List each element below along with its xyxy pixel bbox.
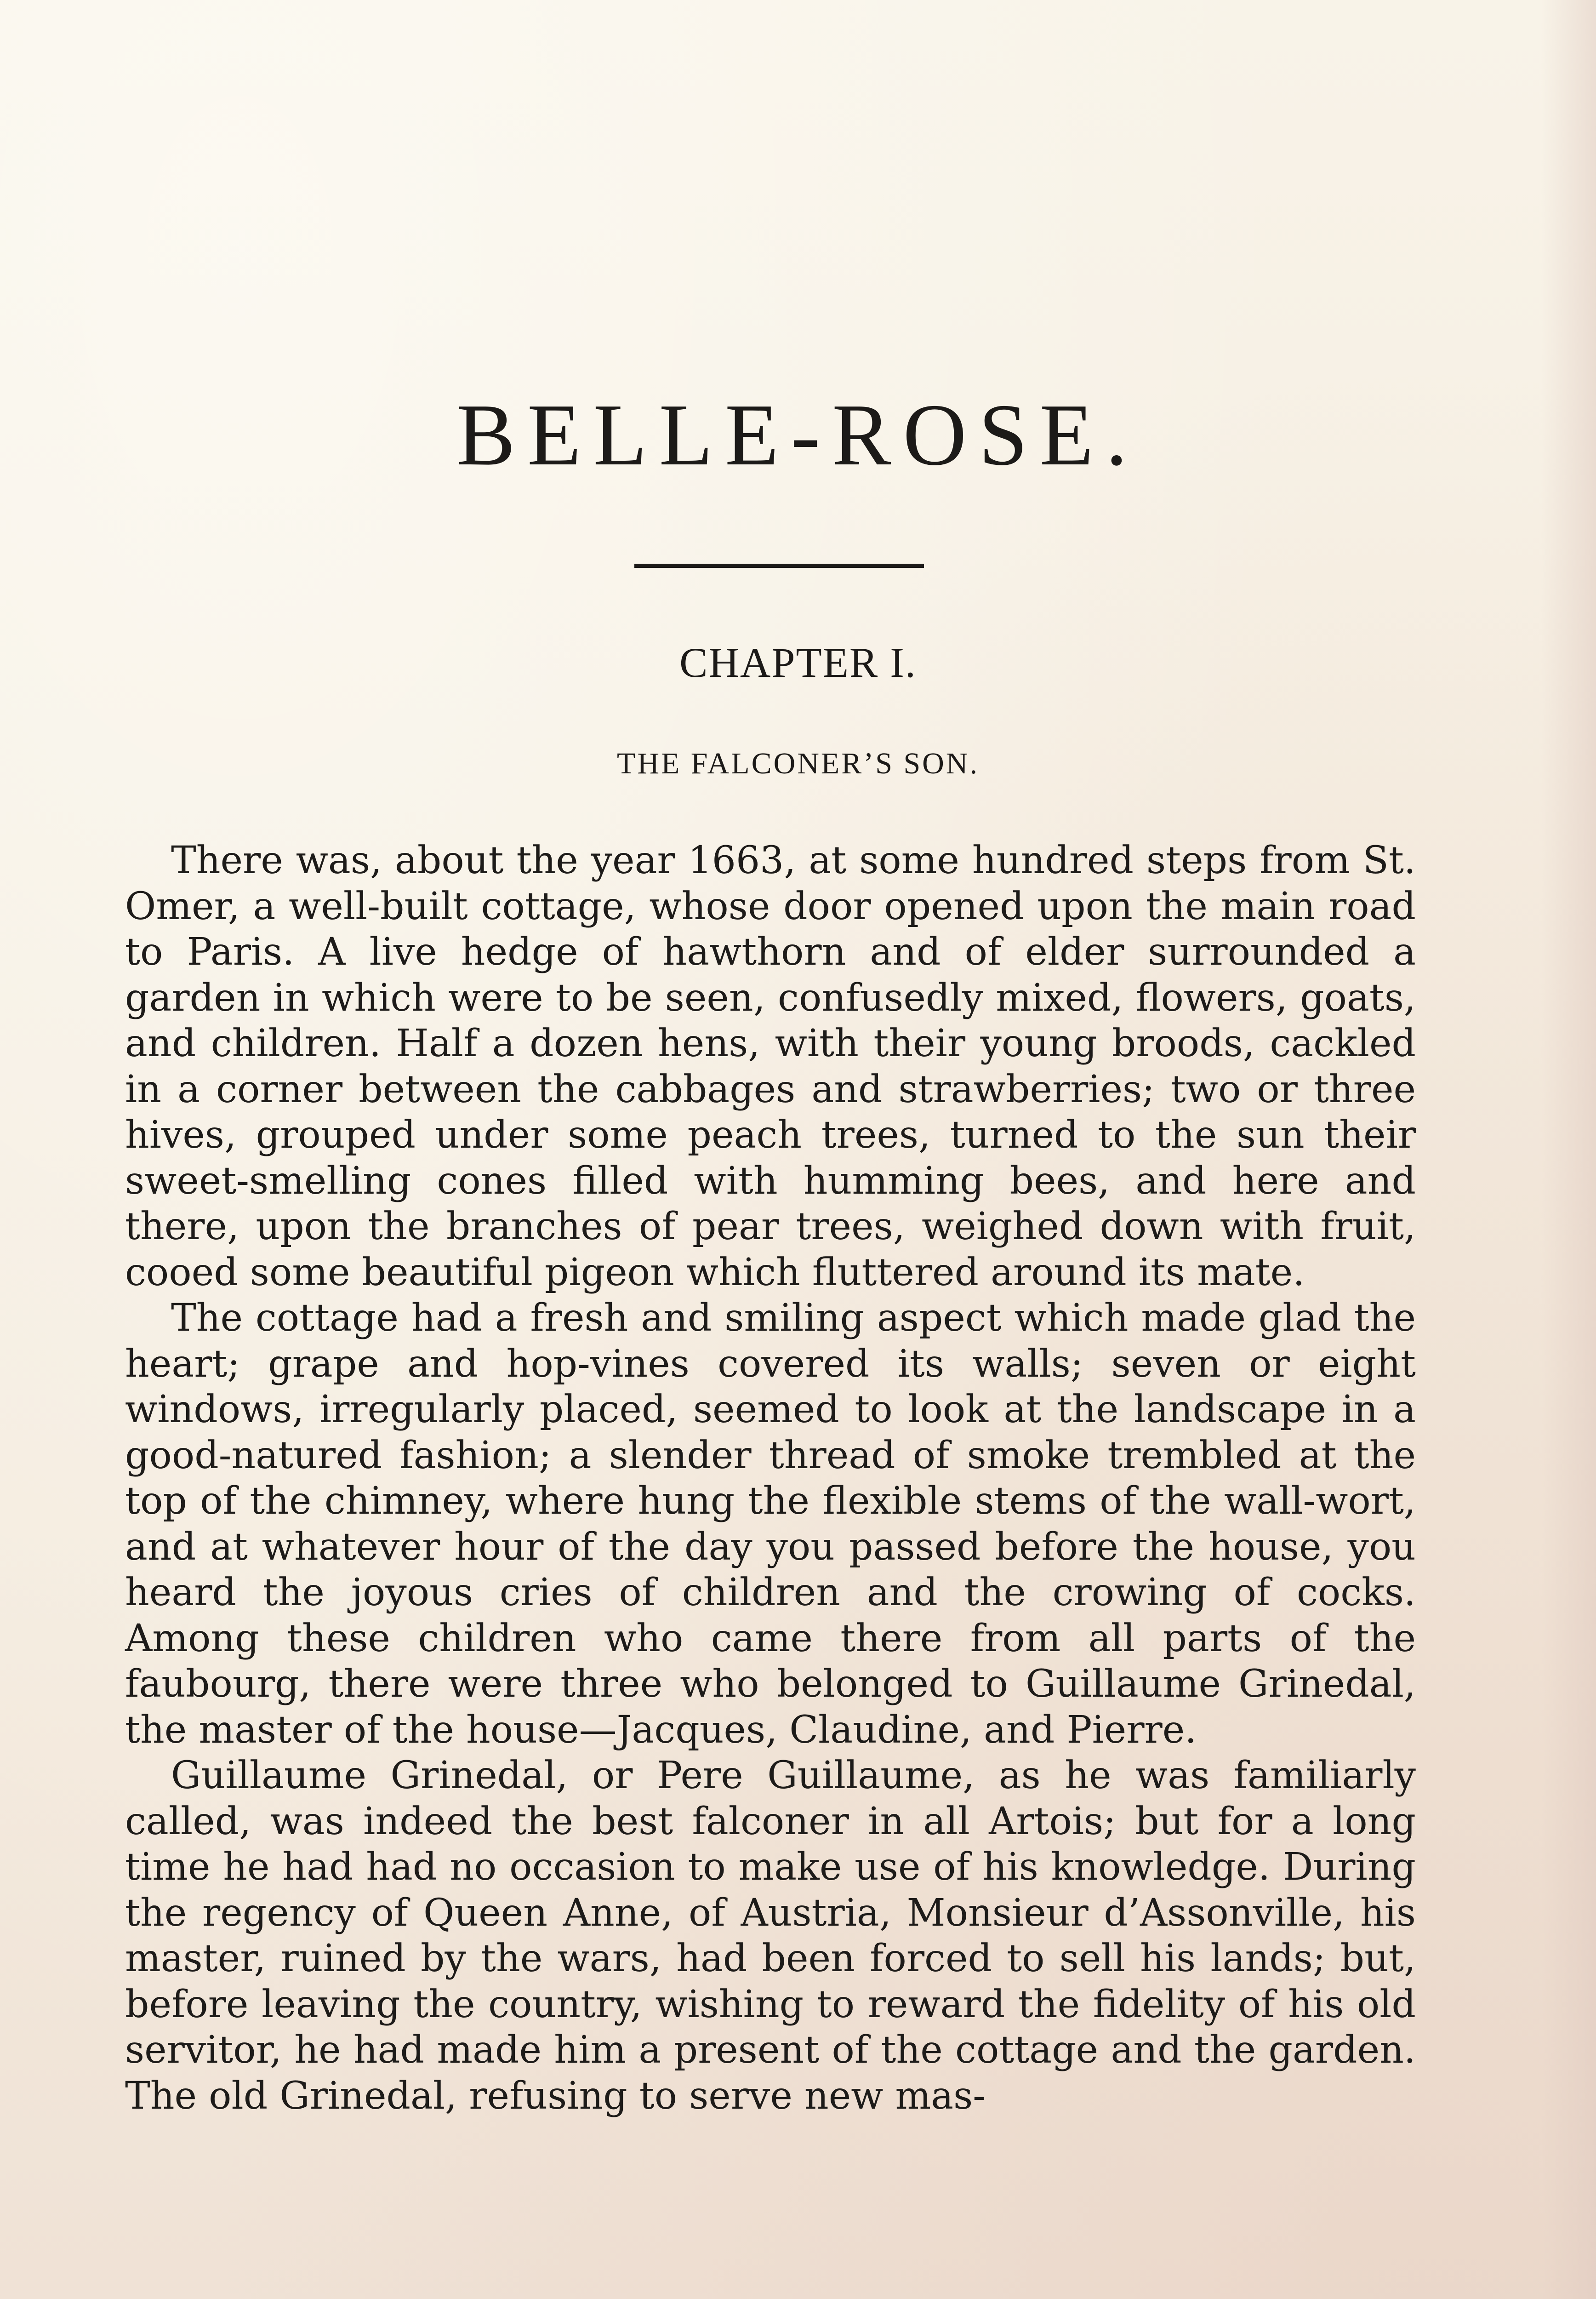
chapter-subtitle: THE FALCONER’S SON.: [617, 747, 979, 780]
paragraph-1: There was, about the year 1663, at some hundred steps from St. Omer, a well-built cottage, whose door opened upon the main road to Paris. A live hedge of hawthorn and of elder surrounded a garden in which were to be seen, confusedly mixed, flowers, goats, and children. Half a dozen hens, with their young broods, cackled in a corner between the cabbages and strawberries; two or three hives, grouped under some peach trees, turned to the sun their sweet-smelling cones filled with humming bees, and here and there, upon the branches of pear trees, weighed down with fruit, cooed some beautiful pigeon which fluttered around its mate.: [125, 839, 1416, 1294]
chapter-heading: CHAPTER I.: [679, 639, 917, 686]
paragraph-2: The cottage had a fresh and smiling aspect which made glad the heart; grape and hop-vines covered its walls; seven or eight windows, irregularly placed, seemed to look at the landscape in a good-natured fashion; a slender thread of smoke trembled at the top of the chimney, where hung the flexible stems of the wall-wort, and at whatever hour of the day you passed before the house, you heard the joyous cries of children and the crowing of cocks. Among these children who came there from all parts of the faubourg, there were three who belonged to Guillaume Grinedal, the master of the house—Jacques, Claudine, and Pierre.: [125, 1296, 1416, 1752]
book-title: BELLE-ROSE.: [456, 386, 1140, 484]
chapter-body: [125, 838, 1416, 2119]
page-edge-shading: [1541, 0, 1596, 2299]
title-divider-rule: [634, 564, 924, 568]
paragraph-3: Guillaume Grinedal, or Pere Guillaume, as he was familiarly called, was indeed the best falconer in all Artois; but for a long time he had had no occasion to make use of his knowledge. During the regency of Queen Anne, of Austria, Monsieur d’Assonville, his master, ruined by the wars, had been forced to sell his lands; but, before leaving the country, wishing to reward the fidelity of his old servitor, he had made him a present of the cottage and the garden. The old Grinedal, refusing to serve new mas-: [125, 1754, 1416, 2118]
